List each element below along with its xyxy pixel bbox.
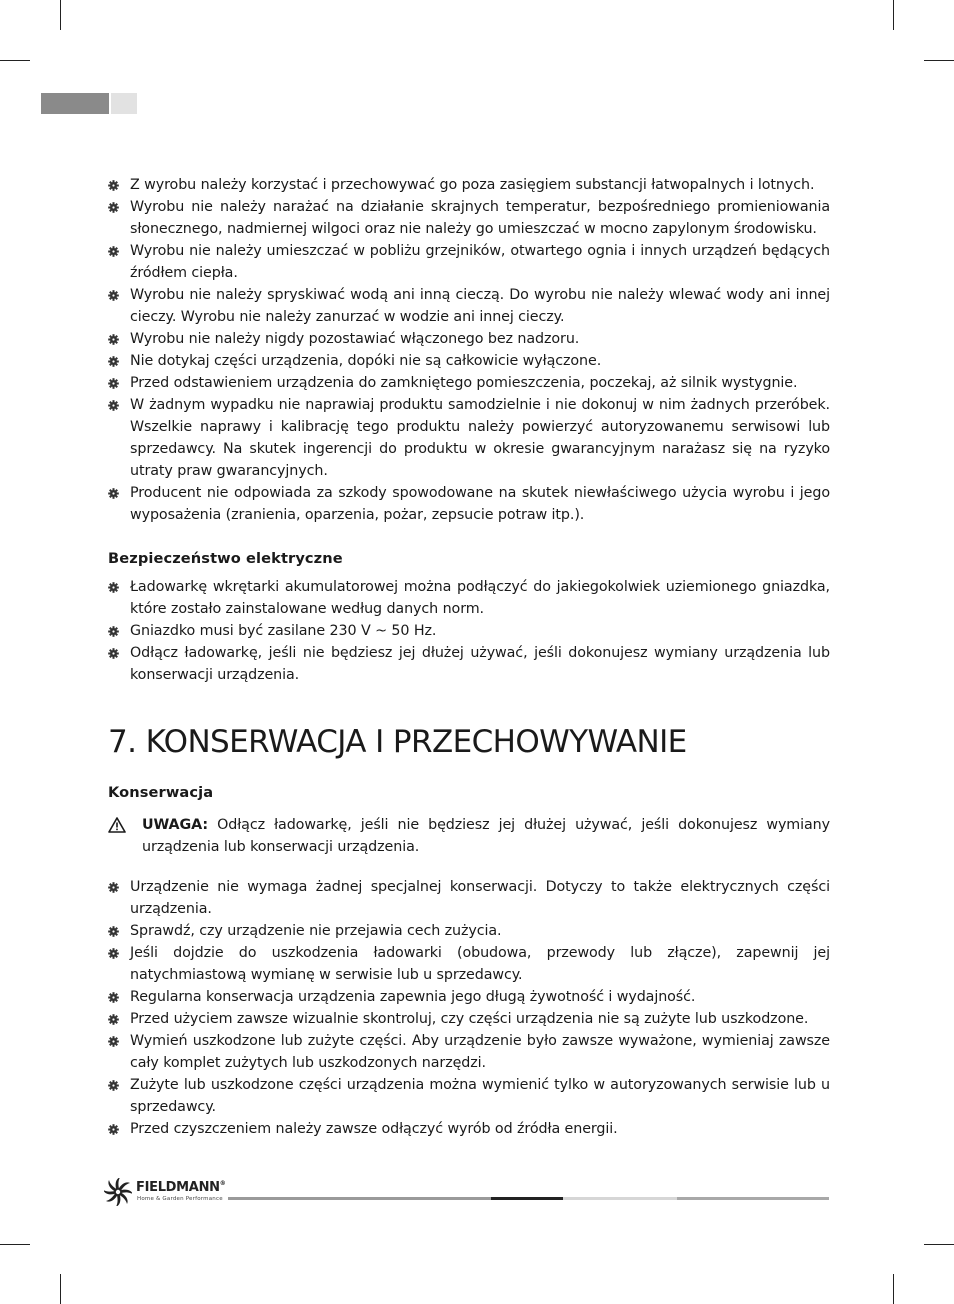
- page-tab-marker: [41, 93, 109, 114]
- brand-tagline: Home & Garden Performance: [137, 1196, 223, 1202]
- list-item-text: Przed czyszczeniem należy zawsze odłączyć wyrób od źródła energii.: [130, 1121, 618, 1137]
- crop-mark: [893, 0, 894, 30]
- list-item: [108, 942, 830, 986]
- gear-bullet-icon: [108, 1124, 119, 1135]
- gear-bullet-icon: [108, 648, 119, 659]
- list-item-text: Regularna konserwacja urządzenia zapewnia jego długą żywotność i wydajność.: [130, 989, 696, 1005]
- list-item: [108, 240, 830, 284]
- gear-bullet-icon: [108, 378, 119, 389]
- crop-mark: [924, 60, 954, 61]
- warning-label: UWAGA:: [142, 817, 208, 833]
- gear-bullet-icon: [108, 246, 119, 257]
- gear-bullet-icon: [108, 290, 119, 301]
- list-item: [108, 350, 830, 372]
- maintenance-list: [108, 876, 830, 1140]
- gear-bullet-icon: [108, 1036, 119, 1047]
- crop-mark: [0, 60, 30, 61]
- list-item-text: Producent nie odpowiada za szkody spowodowane na skutek niewłaściwego użycia wyrobu i jego wyposażenia (zranienia, oparzenia, pożar, zepsucie potraw itp.).: [130, 485, 830, 523]
- page-content: [108, 174, 830, 1140]
- footer-rule-gray: [228, 1197, 491, 1200]
- crop-mark: [60, 0, 61, 30]
- crop-mark: [893, 1274, 894, 1304]
- list-item-text: Zużyte lub uszkodzone części urządzenia można wymienić tylko w autoryzowanych serwisie lub u sprzedawcy.: [130, 1077, 830, 1115]
- list-item-text: Odłącz ładowarkę, jeśli nie będziesz jej dłużej używać, jeśli dokonujesz wymiany urządzenia lub konserwacji urządzenia.: [130, 645, 830, 683]
- list-item-text: Gniazdko musi być zasilane 230 V ~ 50 Hz.: [130, 623, 437, 639]
- list-item: [108, 328, 830, 350]
- list-item: [108, 1030, 830, 1074]
- list-item: [108, 920, 830, 942]
- list-item: [108, 620, 830, 642]
- crop-mark: [924, 1244, 954, 1245]
- gear-bullet-icon: [108, 582, 119, 593]
- footer-rule-light: [563, 1197, 677, 1200]
- gear-bullet-icon: [108, 926, 119, 937]
- brand-name: FIELDMANN®: [136, 1180, 226, 1195]
- warning-text: Odłącz ładowarkę, jeśli nie będziesz jej dłużej używać, jeśli dokonujesz wymiany urządzenia lub konserwacji urządzenia.: [142, 817, 830, 855]
- list-item-text: Przed użyciem zawsze wizualnie skontroluj, czy części urządzenia nie są zużyte lub uszkodzone.: [130, 1011, 809, 1027]
- gear-bullet-icon: [108, 334, 119, 345]
- list-item-text: Wyrobu nie należy nigdy pozostawiać włączonego bez nadzoru.: [130, 331, 580, 347]
- gear-bullet-icon: [108, 202, 119, 213]
- section-heading-maintenance: Konserwacja: [108, 784, 214, 801]
- footer-rule-dark: [491, 1197, 563, 1200]
- list-item: [108, 196, 830, 240]
- section-heading-electrical: Bezpieczeństwo elektryczne: [108, 550, 343, 567]
- list-item-text: Z wyrobu należy korzystać i przechowywać go poza zasięgiem substancji łatwopalnych i lotnych.: [130, 177, 815, 193]
- gear-bullet-icon: [108, 488, 119, 499]
- warning-triangle-icon: [108, 817, 126, 833]
- list-item: [108, 482, 830, 526]
- gear-bullet-icon: [108, 356, 119, 367]
- gear-bullet-icon: [108, 992, 119, 1003]
- page-tab-marker-light: [111, 93, 137, 114]
- list-item: [108, 174, 830, 196]
- list-item-text: Wyrobu nie należy spryskiwać wodą ani inną cieczą. Do wyrobu nie należy wlewać wody ani innej cieczy. Wyrobu nie należy zanurzać w wodzie ani innej cieczy.: [130, 287, 830, 325]
- list-item: [108, 1118, 830, 1140]
- gear-bullet-icon: [108, 626, 119, 637]
- list-item: [108, 394, 830, 482]
- list-item: [108, 642, 830, 686]
- crop-mark: [60, 1274, 61, 1304]
- gear-bullet-icon: [108, 400, 119, 411]
- list-item-text: Przed odstawieniem urządzenia do zamkniętego pomieszczenia, poczekaj, aż silnik wystygnie.: [130, 375, 798, 391]
- list-item: [108, 372, 830, 394]
- list-item-text: Ładowarkę wkrętarki akumulatorowej można podłączyć do jakiegokolwiek uziemionego gniazdka, które zostało zainstalowane według danych norm.: [130, 579, 830, 617]
- gear-bullet-icon: [108, 948, 119, 959]
- warning-note: [108, 814, 830, 858]
- list-item-text: Jeśli dojdzie do uszkodzenia ładowarki (obudowa, przewody lub złącze), zapewnij jej natychmiastową wymianę w serwisie lub u sprzedawcy.: [130, 945, 830, 983]
- chapter-title: 7. KONSERWACJA I PRZECHOWYWANIE: [108, 724, 687, 760]
- list-item-text: W żadnym wypadku nie naprawiaj produktu samodzielnie i nie dokonuj w nim żadnych przeróbek. Wszelkie naprawy i kalibrację tego produktu należy powierzyć autoryzowanemu serwisowi lub sprzedawcy. Na skutek ingerencji do produktu w okresie gwarancyjnym narażasz się na ryzyko utraty praw gwarancyjnych.: [130, 397, 830, 479]
- electrical-list: [108, 576, 830, 686]
- list-item-text: Urządzenie nie wymaga żadnej specjalnej konserwacji. Dotyczy to także elektrycznych części urządzenia.: [130, 879, 830, 917]
- safety-list: [108, 174, 830, 526]
- footer-rule-gray-end: [677, 1197, 829, 1200]
- list-item: [108, 576, 830, 620]
- brand-logo: [104, 1178, 234, 1208]
- fan-swirl-icon: [104, 1178, 132, 1206]
- list-item: [108, 284, 830, 328]
- list-item-text: Wyrobu nie należy umieszczać w pobliżu grzejników, otwartego ognia i innych urządzeń będących źródłem ciepła.: [130, 243, 830, 281]
- list-item: [108, 876, 830, 920]
- crop-mark: [0, 1244, 30, 1245]
- gear-bullet-icon: [108, 180, 119, 191]
- gear-bullet-icon: [108, 882, 119, 893]
- list-item: [108, 986, 830, 1008]
- list-item-text: Nie dotykaj części urządzenia, dopóki nie są całkowicie wyłączone.: [130, 353, 602, 369]
- gear-bullet-icon: [108, 1080, 119, 1091]
- list-item-text: Wymień uszkodzone lub zużyte części. Aby urządzenie było zawsze wyważone, wymieniaj zawsze cały komplet zużytych lub uszkodzonych narzędzi.: [130, 1033, 830, 1071]
- list-item: [108, 1074, 830, 1118]
- gear-bullet-icon: [108, 1014, 119, 1025]
- list-item-text: Wyrobu nie należy narażać na działanie skrajnych temperatur, bezpośredniego promieniowania słonecznego, nadmiernej wilgoci oraz nie należy go umieszczać w mocno zapylonym środowisku.: [130, 199, 830, 237]
- list-item-text: Sprawdź, czy urządzenie nie przejawia cech zużycia.: [130, 923, 502, 939]
- list-item: [108, 1008, 830, 1030]
